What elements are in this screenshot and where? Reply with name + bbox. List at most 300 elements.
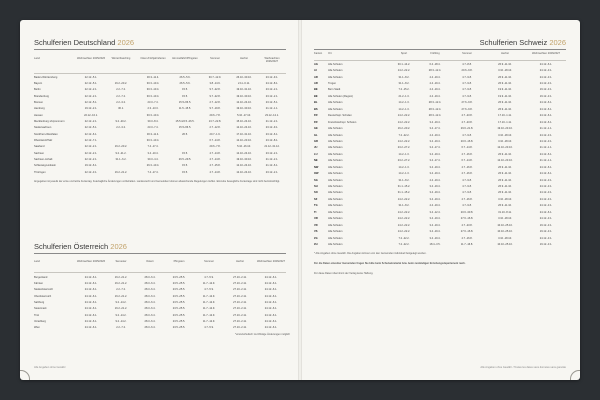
table-cell: 3.10.-18.10.: [498, 139, 512, 143]
table-cell: 7.2.-22.2.: [398, 236, 410, 240]
table-cell: 26.9.-11.10.: [498, 152, 512, 156]
table-cell: 4.7.-15.8.: [209, 164, 221, 168]
table-cell: Bayern: [34, 82, 43, 86]
table-cell: 26.9.-11.10.: [498, 172, 512, 176]
table-cell: Hamburg: [34, 107, 45, 111]
table-cell: BS: [314, 107, 318, 111]
table-cell: 19.10.-30.10.: [236, 158, 252, 162]
table-cell: 7.2.-22.2.: [398, 242, 410, 246]
table-cell: 16.2.-21.2.: [114, 275, 128, 279]
table-cell: ZH: [314, 242, 318, 246]
column-header: Land: [34, 260, 40, 263]
column-header: Oster-/Frühjahrsferien: [140, 57, 166, 60]
table-cell: Alle Schulen: [328, 217, 343, 221]
table-cell: 24.12.-6.1.: [264, 307, 278, 311]
table-cell: 26.9.-11.10.: [498, 165, 512, 169]
table-cell: 26.9.-11.10.: [498, 75, 512, 79]
table-cell: 4.4.-19.4.: [429, 133, 441, 137]
table-cell: 6.4.-18.4.: [429, 62, 441, 66]
table-cell: 28.3.-6.4.: [144, 313, 156, 317]
table-cell: 28.3.-6.4.: [144, 282, 156, 286]
table-cell: Vorarlberg: [34, 320, 46, 324]
table-cell: 23.12.-12.1.: [265, 113, 279, 117]
column-header: Semester: [115, 260, 127, 263]
table-cell: 11.7.-12.9.: [202, 307, 216, 311]
table-cell: 19.12.-2.1.: [84, 107, 98, 111]
table-cell: 26.5.-5.6.: [179, 82, 191, 86]
table-cell: 19.12.-3.1.: [539, 230, 553, 234]
table-row: [314, 241, 566, 247]
table-cell: 3.10.-18.10.: [498, 197, 512, 201]
table-cell: 14.2.-1.3.: [398, 165, 410, 169]
table-cell: JU: [314, 146, 318, 150]
table-cell: 24.12.-6.1.: [539, 152, 553, 156]
table-cell: GE: [314, 127, 318, 131]
table-cell: 27.10.-2.11.: [233, 288, 247, 292]
right-footer: Alle Angaben ohne Gewähr / Toutes les dates sans données sans garantie: [480, 366, 566, 369]
table-cell: 30.1.-14.2.: [397, 62, 411, 66]
table-cell: 3.4.-19.4.: [429, 197, 441, 201]
table-cell: FR: [314, 120, 318, 124]
table-cell: 4.4.-19.4.: [429, 88, 441, 92]
table-cell: Mecklenburg-Vorpommern: [34, 120, 65, 124]
table-cell: 27.10.-2.11.: [233, 313, 247, 317]
table-cell: 19.12.-3.1.: [539, 88, 553, 92]
table-cell: 12.10.-23.10.: [497, 146, 513, 150]
table-cell: 26.10.-30.10.: [236, 75, 252, 79]
table-cell: 31.1.-8.2.: [398, 75, 410, 79]
table-cell: 4.4.-19.4.: [429, 75, 441, 79]
table-cell: 4.7.-9.8.: [462, 82, 472, 86]
table-cell: 3.4.-19.4.: [429, 223, 441, 227]
table-cell: 16.2.-21.2.: [114, 170, 128, 174]
table-cell: Alle Schulen: [328, 191, 343, 195]
table-cell: 21.12.-1.1.: [539, 127, 553, 131]
table-cell: 26.5.-29.5.: [178, 158, 192, 162]
table-cell: 19.12.-3.1.: [539, 242, 553, 246]
table-cell: 26.3.-10.4.: [146, 164, 160, 168]
table-cell: 26.9.-11.10.: [498, 107, 512, 111]
table-cell: 22.12.-5.1.: [84, 101, 98, 105]
table-cell: 10.10.-25.10.: [497, 230, 513, 234]
column-header: Herbst: [501, 52, 509, 55]
table-cell: 11.5.-15.5.: [178, 107, 192, 111]
table-cell: 19.12.-6.1.: [84, 164, 98, 168]
table-cell: 28.3.-6.4.: [144, 288, 156, 292]
table-cell: 9.2.-14.2.: [115, 313, 127, 317]
table-cell: 3.4.-10.4.: [147, 151, 159, 155]
table-cell: 24.12.-3.1.: [539, 82, 553, 86]
table-cell: 26.9.-11.10.: [498, 178, 512, 182]
table-cell: 2.11.-6.11.: [237, 82, 250, 86]
table-cell: 24.12.-3.1.: [539, 133, 553, 137]
table-cell: 28.3.-12.4.: [428, 101, 442, 105]
title-switzerland: Schulferien Schweiz 2026: [479, 38, 566, 47]
table-cell: 27.10.-2.11.: [233, 307, 247, 311]
table-cell: 4.4.-19.4.: [429, 204, 441, 208]
table-cell: 23.12.-5.1.: [265, 101, 279, 105]
table-cell: 23.5.-25.5.: [172, 275, 186, 279]
table-cell: 19.10.-23.10.: [497, 127, 513, 131]
table-cell: FR: [314, 114, 318, 118]
table-cell: 23.5.-25.5.: [172, 307, 186, 311]
table-cell: SZ: [314, 197, 318, 201]
table-cell: 23.5.-25.5.: [172, 313, 186, 317]
left-footer: Alle Angaben ohne Gewähr: [34, 366, 66, 369]
table-cell: 23.2.-27.2.: [397, 159, 411, 163]
table-cell: 24.12.-3.1.: [539, 236, 553, 240]
table-cell: Steiermark: [34, 307, 47, 311]
table-cell: Berlin: [34, 88, 41, 92]
table-cell: 3.10.-18.10.: [498, 133, 512, 137]
table-cell: 9.2.-21.2.: [115, 151, 127, 155]
austria-table: [34, 274, 286, 331]
table-cell: 20.6.-16.8.: [460, 139, 474, 143]
divider: [34, 272, 286, 273]
table-cell: AR: [314, 82, 318, 86]
table-cell: Alle Schulen: [328, 62, 343, 66]
table-cell: 27.6.-16.8.: [460, 217, 474, 221]
table-cell: 24.12.-6.1.: [539, 62, 553, 66]
table-cell: Tirol: [34, 313, 39, 317]
table-cell: 14.2.-22.2.: [397, 69, 411, 73]
table-cell: 12.10.-24.10.: [236, 101, 252, 105]
table-cell: 30.3.-10.4.: [146, 139, 160, 143]
table-cell: Hessen: [34, 113, 43, 117]
table-cell: 4.7.-16.8.: [461, 172, 473, 176]
table-cell: Alle Schulen: [328, 75, 343, 79]
table-cell: 4.4.-19.4.: [429, 82, 441, 86]
table-cell: 22.12.-2.1.: [84, 158, 98, 162]
table-cell: 16.2.-21.2.: [114, 294, 128, 298]
table-cell: 30.3.-10.4.: [146, 82, 160, 86]
table-cell: 21.12.-2.1.: [265, 158, 279, 162]
column-header: Winter/Fasching: [111, 57, 131, 60]
table-cell: 4.7.-9.8.: [462, 204, 472, 208]
table-cell: 31.1.-6.2.: [115, 158, 127, 162]
table-cell: 20.6.-9.8.: [461, 69, 473, 73]
table-cell: 28.3.-6.4.: [144, 326, 156, 330]
table-cell: 4.7.-23.8.: [461, 120, 473, 124]
table-cell: 7.4.-17.4.: [147, 145, 159, 149]
table-cell: 3.4.-19.4.: [429, 191, 441, 195]
table-cell: 4.7.-9.8.: [462, 75, 472, 79]
table-cell: 22.12.-5.1.: [84, 126, 98, 130]
table-cell: 21.2.-1.3.: [398, 94, 410, 98]
table-cell: Sachsen: [34, 151, 45, 155]
table-cell: Alle Schulen: [328, 133, 343, 137]
table-cell: BL: [314, 101, 318, 105]
table-cell: 24.12.-6.1.: [264, 320, 278, 324]
title-austria: Schulferien Österreich 2026: [34, 242, 127, 251]
table-cell: 22.12.-6.1.: [84, 132, 98, 136]
footnote: Für die Daten einzelner Gemeinden fragen Sie bitte beim Schulsekretariat bzw. beim zuständigen Erziehungsdepartement nach.: [314, 262, 466, 265]
table-cell: 4.7.-16.8.: [461, 165, 473, 169]
left-page: [20, 20, 300, 380]
table-cell: Alle Schulen: [328, 236, 343, 240]
table-cell: 4.7.-9.8.: [462, 191, 472, 195]
table-cell: Bremen: [34, 101, 44, 105]
footnote: Für diese Daten übernimmt der Verlag keine Haftung.: [314, 272, 374, 275]
table-cell: 4.4.-19.4.: [429, 178, 441, 182]
germany-note: Angegeben ist jeweils der erste und letzte Ferientag. Feiertagliche Änderungen vorbehalten. Landesrecht und Gemeinden können abweichende Regelungen treffen. Einzelne bewegliche Ferientage sind nicht berücksichtigt.: [34, 180, 280, 183]
table-cell: 4.7.-9.8.: [462, 94, 472, 98]
table-cell: 15.10.-24.10.: [236, 120, 252, 124]
table-cell: 22.12.-7.1.: [84, 139, 98, 143]
table-cell: 24.12.-6.1.: [264, 275, 278, 279]
table-cell: 10.10.-25.10.: [497, 223, 513, 227]
table-cell: 24.12.-3.1.: [539, 185, 553, 189]
table-cell: 9.2.-20.2.: [115, 120, 127, 124]
table-cell: 28.3.-12.4.: [428, 107, 442, 111]
table-cell: 3.4.-17.4.: [429, 127, 441, 131]
table-cell: 2.2.-7.2.: [116, 326, 126, 330]
table-cell: 5.10.-17.10.: [237, 113, 251, 117]
table-cell: Französischspr. Schulen: [328, 120, 357, 124]
table-cell: Thüringen: [34, 170, 46, 174]
column-header: Weihnachten 2026/2027: [531, 52, 561, 55]
switzerland-table: [314, 61, 566, 248]
table-cell: 26.5.-5.6.: [179, 75, 191, 79]
table-cell: 29.6.-7.8.: [209, 113, 221, 117]
table-cell: 4.7.-5.9.: [204, 288, 214, 292]
table-cell: Sachsen-Anhalt: [34, 158, 53, 162]
table-cell: 4.7.-16.8.: [461, 236, 473, 240]
table-cell: 14.2.-1.3.: [398, 107, 410, 111]
table-cell: 12.10.-24.10.: [236, 151, 252, 155]
table-cell: 24.12.-6.1.: [539, 101, 553, 105]
table-cell: 22.12.-10.1.: [84, 113, 98, 117]
table-cell: 3.10.-18.10.: [498, 217, 512, 221]
table-cell: 10.10.-25.10.: [497, 242, 513, 246]
table-cell: 2.2.-3.2.: [116, 126, 126, 130]
table-cell: 23.12.-2.1.: [265, 151, 279, 155]
table-cell: 28.3.-6.4.: [144, 307, 156, 311]
column-header: Sommer: [204, 260, 214, 263]
table-cell: 28.3.-12.4.: [428, 69, 442, 73]
table-cell: OW: [314, 172, 319, 176]
column-header: Land: [34, 57, 40, 60]
table-cell: 20.7.-1.9.: [209, 132, 221, 136]
table-cell: 4.7.-9.8.: [462, 88, 472, 92]
table-cell: 2.7.-12.8.: [209, 126, 221, 130]
column-header: Weihnachten 2025/2026: [76, 57, 106, 60]
table-cell: Alle Schulen (Region): [328, 94, 354, 98]
column-header: Ostern: [146, 260, 154, 263]
table-cell: 6.7.-14.8.: [209, 139, 221, 143]
table-cell: 2.2.-3.2.: [116, 101, 126, 105]
table-cell: 3.4.-19.4.: [429, 139, 441, 143]
table-cell: 22.12.-2.1.: [84, 151, 98, 155]
table-cell: 24.12.-6.1.: [84, 282, 98, 286]
table-cell: 31.1.-8.2.: [398, 82, 410, 86]
table-cell: 15.5./22.5.-26.5.: [175, 120, 195, 124]
table-cell: 15.5.: [182, 151, 188, 155]
table-cell: BE: [314, 94, 318, 98]
table-cell: 4.7.-23.8.: [461, 223, 473, 227]
table-cell: 4.7.-16.8.: [461, 152, 473, 156]
table-cell: Trogen: [328, 82, 337, 86]
table-cell: 9.2.-14.2.: [115, 301, 127, 305]
table-cell: 26.9.-11.10.: [498, 191, 512, 195]
table-cell: 14.2.-1.3.: [398, 101, 410, 105]
table-cell: VD: [314, 223, 318, 227]
table-cell: 7.2.-22.2.: [398, 133, 410, 137]
table-cell: NE: [314, 159, 318, 163]
table-cell: 14.2.-1.3.: [398, 152, 410, 156]
page-corner-mark: [20, 370, 30, 380]
table-cell: UR: [314, 217, 318, 221]
table-cell: 19.9.-11.10.: [498, 88, 512, 92]
table-cell: 30.3.-10.4.: [146, 88, 160, 92]
table-cell: 19.12.-3.1.: [539, 223, 553, 227]
table-cell: Alle Schulen: [328, 178, 343, 182]
table-cell: 3.4.-19.4.: [429, 236, 441, 240]
table-cell: 4.7.-9.8.: [462, 178, 472, 182]
table-cell: Nordrhein-Westfalen: [34, 132, 58, 136]
table-cell: 30.3.-10.4.: [146, 113, 160, 117]
table-cell: 24.12.-6.1.: [84, 326, 98, 330]
table-cell: 22.12.-2.1.: [84, 145, 98, 149]
table-cell: 4.7.-9.8.: [462, 133, 472, 137]
table-cell: 27.10.-2.11.: [233, 320, 247, 324]
table-cell: Brandenburg: [34, 94, 49, 98]
table-cell: 27.10.-2.11.: [233, 326, 247, 330]
table-cell: 15.5./26.5.: [178, 101, 192, 105]
table-cell: 31.1.-15.2.: [397, 191, 411, 195]
table-cell: Niedersachsen: [34, 126, 52, 130]
column-header: Herbst: [236, 260, 244, 263]
table-cell: Alle Schulen: [328, 152, 343, 156]
table-cell: 12.10.-24.10.: [236, 126, 252, 130]
table-cell: 24.12.-6.1.: [539, 172, 553, 176]
table-cell: 22.12.-2.1.: [84, 88, 98, 92]
table-row: [34, 169, 286, 175]
table-cell: 3.4.-19.4.: [429, 152, 441, 156]
table-cell: 26.9.-11.10.: [498, 204, 512, 208]
table-cell: 21.12.-1.1.: [539, 146, 553, 150]
table-cell: 6.7.-14.8.: [461, 159, 473, 163]
table-cell: 27.6.-9.8.: [461, 101, 473, 105]
table-cell: Schleswig-Holstein: [34, 164, 56, 168]
table-cell: 19.9.-11.10.: [498, 94, 512, 98]
table-cell: Deutschspr. Schulen: [328, 114, 352, 118]
table-cell: 7.2.-15.2.: [398, 88, 410, 92]
table-cell: 3.4.-17.4.: [429, 146, 441, 150]
table-cell: 28.3.-6.4.: [144, 320, 156, 324]
table-cell: 11.7.-12.9.: [202, 313, 216, 317]
table-cell: 3.4.-19.4.: [429, 230, 441, 234]
page-corner-mark: [570, 370, 580, 380]
table-cell: 3.4.-17.4.: [429, 159, 441, 163]
table-cell: 4.4.-19.4.: [429, 94, 441, 98]
table-cell: 30.3.-8.4.: [147, 120, 159, 124]
table-cell: 24.12.-3.1.: [539, 69, 553, 73]
table-cell: 11.7.-12.9.: [202, 320, 216, 324]
table-cell: Baden-Württemberg: [34, 75, 58, 79]
table-cell: 24.12.-8.1.: [265, 82, 279, 86]
table-cell: 4.7.-23.8.: [461, 114, 473, 118]
table-cell: 31.1.-8.2.: [398, 204, 410, 208]
table-cell: 26.5.: [182, 132, 188, 136]
table-cell: 14.2.-22.2.: [397, 230, 411, 234]
table-cell: Kärnten: [34, 282, 44, 286]
table-cell: Alle Schulen: [328, 159, 343, 163]
table-cell: 24.12.-6.1.: [84, 307, 98, 311]
table-cell: 27.10.-2.11.: [233, 301, 247, 305]
table-cell: 4.7.-14.8.: [209, 170, 221, 174]
table-cell: 21.12.-2.1.: [265, 120, 279, 124]
footnote: * Alle Angaben ohne Gewähr. Die Angaben können von den Gemeinden individuell festgelegt werden.: [314, 252, 427, 255]
table-cell: 9.7.-22.8.: [209, 88, 221, 92]
table-cell: 2.2.-7.2.: [116, 94, 126, 98]
table-cell: Alle Schulen: [328, 204, 343, 208]
table-cell: 29.6.-21.8.: [460, 127, 474, 131]
table-cell: 23.5.-25.5.: [172, 301, 186, 305]
table-cell: ZG: [314, 236, 318, 240]
table-cell: 30.1.: [118, 107, 124, 111]
table-cell: 16.2.-21.2.: [114, 282, 128, 286]
table-cell: Alle Schulen: [328, 127, 343, 131]
table-cell: Burgenland: [34, 275, 48, 279]
table-cell: 15.5.: [182, 164, 188, 168]
table-cell: 27.6.-9.8.: [461, 107, 473, 111]
column-header: Herbst: [240, 57, 248, 60]
table-cell: 23.12.-9.1.: [265, 75, 279, 79]
column-header: Kanton: [314, 52, 323, 55]
table-cell: Salzburg: [34, 301, 45, 305]
table-cell: 19.10.-31.10.: [236, 88, 252, 92]
table-cell: 23.5.-25.5.: [172, 320, 186, 324]
table-cell: 3.4.-19.4.: [429, 172, 441, 176]
table-cell: 28.3.-6.4.: [144, 294, 156, 298]
table-cell: 15.5.: [182, 88, 188, 92]
table-cell: 24.12.-3.1.: [539, 197, 553, 201]
table-cell: 28.3.-6.4.: [144, 275, 156, 279]
table-cell: 30.3.-10.4.: [146, 94, 160, 98]
table-cell: 24.12.-3.1.: [539, 191, 553, 195]
table-cell: 27.10.-2.11.: [233, 275, 247, 279]
table-cell: Alle Schulen: [328, 242, 343, 246]
table-cell: 11.7.-16.8.: [460, 242, 474, 246]
table-cell: 28.3.-12.4.: [428, 114, 442, 118]
table-cell: 22.12.-3.1.: [84, 170, 98, 174]
table-cell: 24.12.-6.1.: [264, 326, 278, 330]
table-cell: 18.4.-3.5.: [429, 242, 441, 246]
table-cell: 19.12.-3.1.: [539, 94, 553, 98]
table-cell: 26.9.-11.10.: [498, 101, 512, 105]
table-cell: 23.12.-2.1.: [265, 88, 279, 92]
column-header: Sport: [400, 52, 408, 55]
table-cell: 4.7.-16.8.: [461, 197, 473, 201]
table-cell: 24.12.-3.1.: [539, 217, 553, 221]
divider: [34, 253, 286, 254]
table-cell: 14.2.-1.3.: [398, 172, 410, 176]
table-cell: 15.5.: [182, 94, 188, 98]
table-cell: 24.12.-6.1.: [84, 301, 98, 305]
table-cell: 31.1.-15.2.: [397, 185, 411, 189]
table-cell: 19.10.-30.10.: [236, 107, 252, 111]
table-cell: 9.2.-14.2.: [115, 320, 127, 324]
table-cell: 14.2.-22.2.: [397, 197, 411, 201]
table-cell: Alle Schulen: [328, 146, 343, 150]
table-cell: TG: [314, 204, 318, 208]
table-cell: 14.2.-22.2.: [397, 139, 411, 143]
table-cell: 27.10.-2.11.: [233, 282, 247, 286]
column-header: Ort: [328, 52, 332, 55]
table-cell: Alle Schulen: [328, 165, 343, 169]
table-cell: 12.10.-24.10.: [236, 164, 252, 168]
